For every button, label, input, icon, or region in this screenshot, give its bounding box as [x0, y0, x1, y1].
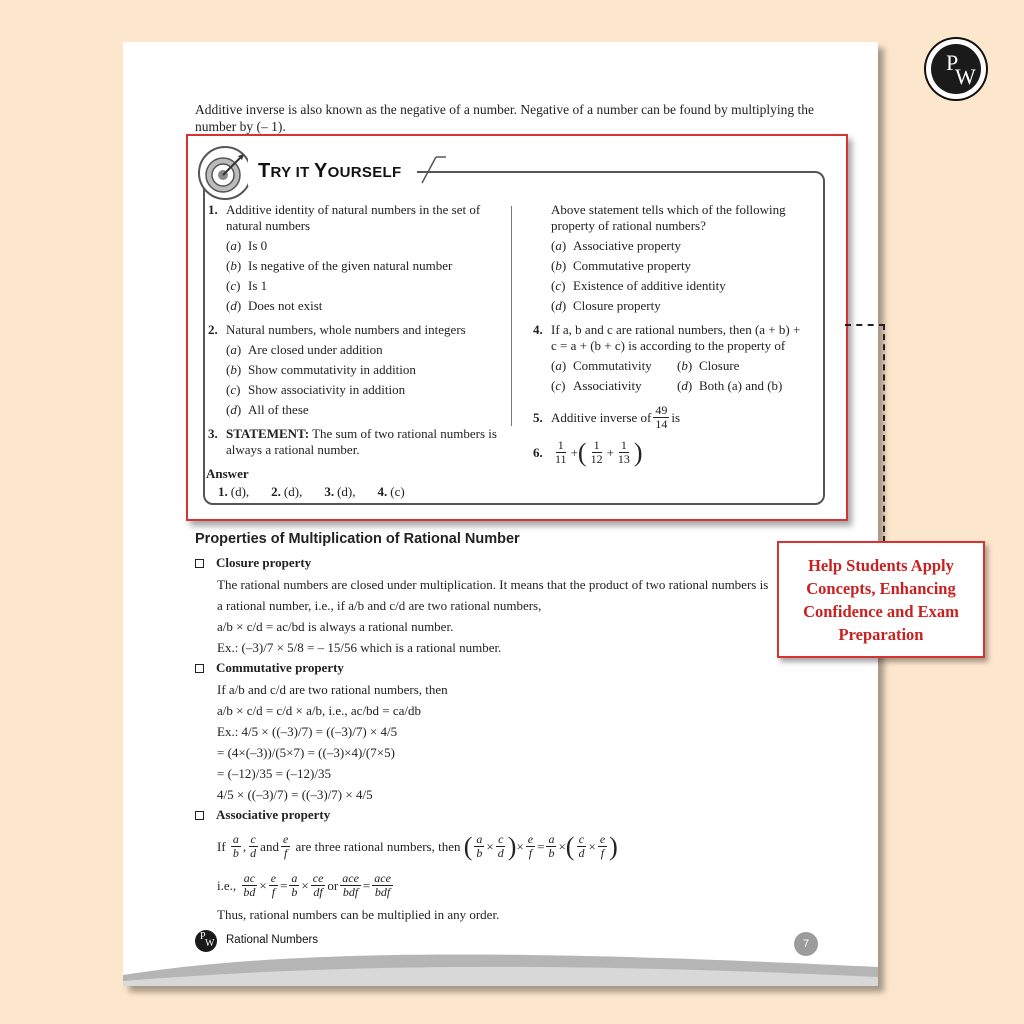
answer-key: [218, 484, 405, 500]
footer-pw-logo-icon: P W: [195, 930, 217, 952]
callout-connector-vertical: [883, 324, 885, 542]
commutative-line-2: a/b × c/d = c/d × a/b, i.e., ac/bd = ca/db: [217, 703, 422, 718]
question-2: 2. Natural numbers, whole numbers and integers: [208, 322, 466, 337]
question-3-continued: Above statement tells which of the following property of rational numbers?: [551, 202, 786, 233]
q1-option-a: (a) Is 0: [226, 238, 268, 253]
q2-option-c: (c) Show associativity in addition: [226, 382, 406, 397]
q3-option-d: (d) Closure property: [551, 298, 661, 313]
intro-paragraph: Additive inverse is also known as the negative of a number. Negative of a number can be found by multiplying the number by (– 1).: [195, 102, 814, 134]
closure-line-1: The rational numbers are closed under multiplication. It means that the product of two rational numbers is: [217, 577, 769, 592]
column-divider: [511, 206, 512, 426]
pw-logo-icon: P W: [926, 39, 986, 99]
callout-box: Help Students Apply Concepts, Enhancing Confidence and Exam Preparation: [777, 541, 985, 658]
q1-option-d: (d) Does not exist: [226, 298, 323, 313]
question-1: 1. Additive identity of natural numbers in the set of natural numbers: [208, 202, 481, 233]
q2-option-b: (b) Show commutativity in addition: [226, 362, 416, 377]
question-4: 4. If a, b and c are rational numbers, then (a + b) + c = a + (b + c) is according to the property of: [533, 322, 801, 353]
q1-option-c: (c) Is 1: [226, 278, 268, 293]
footer-chapter-name: Rational Numbers: [226, 934, 319, 946]
try-it-title: TRY IT YOURSELF: [248, 156, 417, 186]
answer-4: 4. (c): [377, 484, 405, 499]
callout-connector-horizontal: [845, 324, 885, 326]
commutative-line-5: = (–12)/35 = (–12)/35: [217, 766, 331, 781]
associative-line-1: If $\frac{a}{b}$ , $\frac{c}{d}$ and $\frac{e}{f}$ are three rational numbers, then ( $\frac{a}{b}$ × $\frac{c}{d}$ ) × $\frac{e}{f}$ = $\frac{a}{b}$ × ( $\frac{c}{d}$ × $\frac{e}{f}$ ): [217, 831, 618, 861]
target-dart-icon: [198, 146, 252, 200]
q2-option-a: (a) Are closed under addition: [226, 342, 383, 357]
answer-1: 1. (d),: [218, 484, 250, 499]
q3-option-c: (c) Existence of additive identity: [551, 278, 726, 293]
q4-option-a: (a) Commutativity: [551, 358, 652, 373]
q2-option-d: (d) All of these: [226, 402, 309, 417]
checkbox-square-icon: [195, 664, 204, 673]
footer-wave-decoration: [123, 947, 878, 986]
right-column: [533, 202, 803, 470]
question-6: 6. $\frac{1}{11}$ + ( $\frac{1}{12}$ + $\frac{1}{13}$ ): [533, 437, 643, 467]
closure-line-3: a/b × c/d = ac/bd is always a rational number.: [217, 619, 454, 634]
q4-options-row-2: [551, 378, 803, 394]
checkbox-square-icon: [195, 811, 204, 820]
checkbox-square-icon: [195, 559, 204, 568]
q4-option-b: (b) Closure: [677, 358, 740, 373]
title-slant-decoration: [416, 155, 446, 185]
q1-option-b: (b) Is negative of the given natural number: [226, 258, 453, 273]
q4-options-row-1: [551, 358, 803, 374]
fraction-49-14: $\frac{49}{14}$: [655, 403, 668, 431]
try-it-yourself-box: [186, 134, 848, 521]
question-3: 3. STATEMENT: The sum of two rational numbers is always a rational number.: [208, 426, 497, 457]
associative-conclusion: Thus, rational numbers can be multiplied in any order.: [217, 907, 500, 922]
page-number: 7: [794, 932, 818, 956]
commutative-heading: Commutative property: [195, 660, 785, 676]
answer-heading: Answer: [206, 466, 249, 481]
closure-heading: Closure property: [195, 555, 785, 571]
associative-line-2: i.e., $\frac{ac}{bd}$ × $\frac{e}{f}$ = $\frac{a}{b}$ × $\frac{ce}{df}$ or $\frac{\text{ace}}{\text{bdf}}$ = $\frac{\text{ace}}{\text{bdf}}$: [217, 870, 391, 899]
answer-2: 2. (d),: [271, 484, 303, 499]
commutative-line-4: = (4×(–3))/(5×7) = ((–3)×4)/(7×5): [217, 745, 395, 760]
closure-line-2: a rational number, i.e., if a/b and c/d are two rational numbers,: [217, 598, 542, 613]
multiplication-properties: [195, 555, 785, 927]
closure-line-4: Ex.: (–3)/7 × 5/8 = – 15/56 which is a rational number.: [217, 640, 502, 655]
q3-option-b: (b) Commutative property: [551, 258, 692, 273]
left-column: [208, 202, 498, 462]
q4-option-d: (d) Both (a) and (b): [677, 378, 783, 393]
commutative-line-1: If a/b and c/d are two rational numbers, then: [217, 682, 448, 697]
section-title: Properties of Multiplication of Rational Number: [195, 531, 520, 547]
commutative-line-3: Ex.: 4/5 × ((–3)/7) = ((–3)/7) × 4/5: [217, 724, 398, 739]
question-5: 5. Additive inverse of $\frac{49}{14}$ is: [533, 403, 681, 431]
answer-3: 3. (d),: [324, 484, 356, 499]
q3-option-a: (a) Associative property: [551, 238, 681, 253]
associative-heading: Associative property: [195, 807, 785, 823]
commutative-line-6: 4/5 × ((–3)/7) = ((–3)/7) × 4/5: [217, 787, 373, 802]
q4-option-c: (c) Associativity: [551, 378, 642, 393]
